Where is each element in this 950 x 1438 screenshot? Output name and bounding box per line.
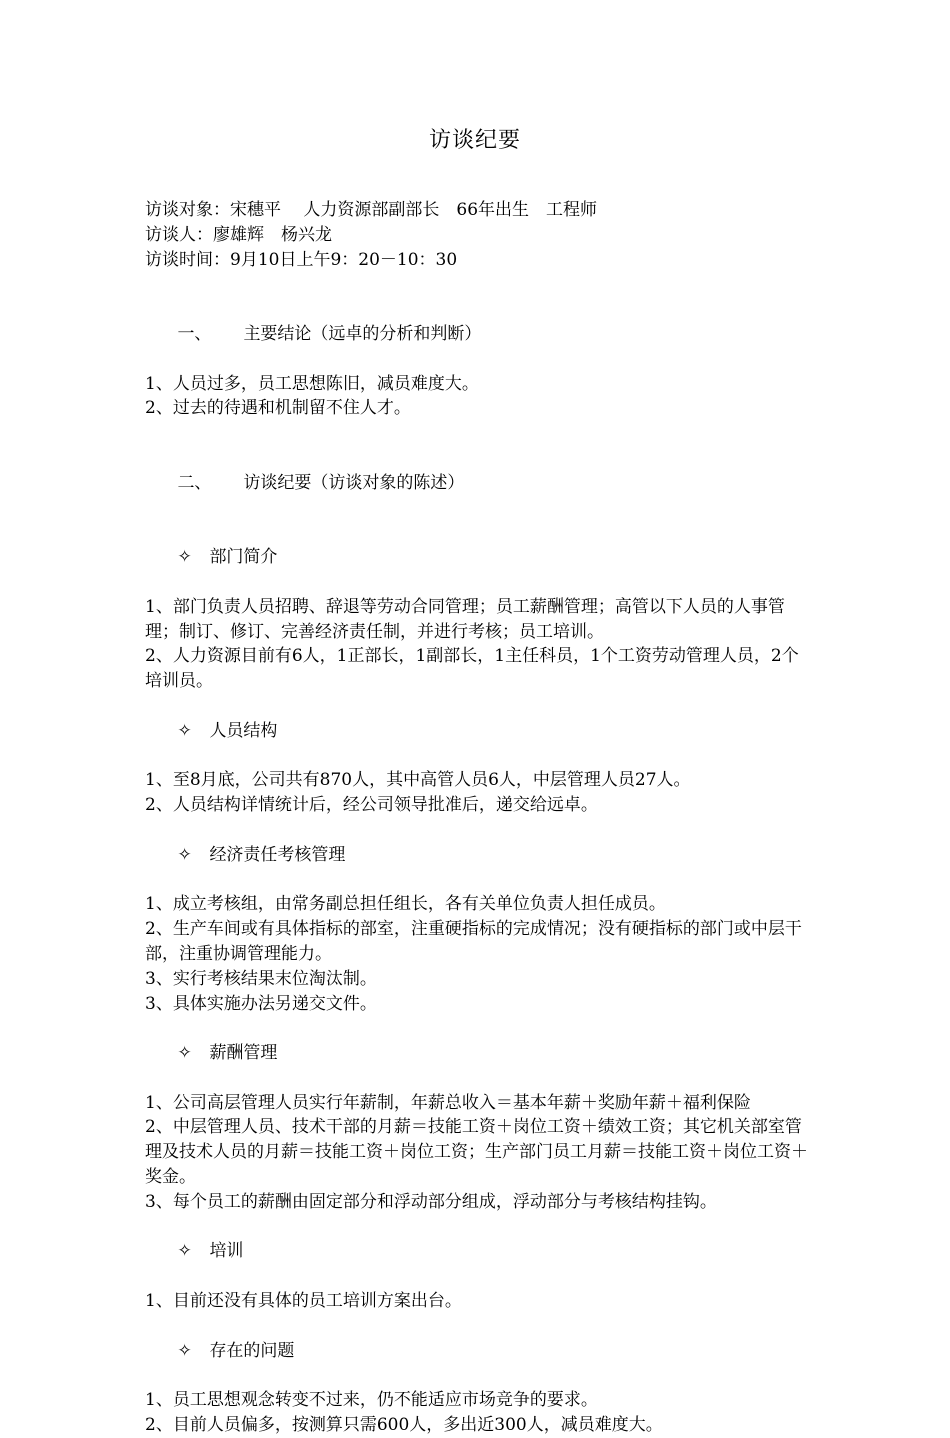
subsection-heading xyxy=(145,818,809,892)
list-item: 1、人员过多，员工思想陈旧，减员难度大。 xyxy=(145,373,479,394)
subsection-title: 培训 xyxy=(209,1241,244,1262)
subsection-heading xyxy=(145,520,809,594)
list-item: 1、公司高层管理人员实行年薪制，年薪总收入＝基本年薪＋奖励年薪＋福利保险 xyxy=(145,1092,751,1113)
list-item: 2、过去的待遇和机制留不住人才。 xyxy=(145,398,411,419)
spacer xyxy=(145,272,809,297)
subsection-heading xyxy=(145,1016,809,1090)
diamond-bullet-icon: ✧ xyxy=(177,1043,192,1064)
diamond-bullet-icon: ✧ xyxy=(177,1340,192,1361)
subsection-heading xyxy=(145,1215,809,1289)
section-number: 二、 xyxy=(177,472,212,493)
diamond-bullet-icon: ✧ xyxy=(177,844,192,865)
subsection-title: 薪酬管理 xyxy=(209,1043,278,1064)
meta-interviewer: 访谈人：廖雄辉 杨兴龙 xyxy=(145,224,332,245)
list-item: 2、目前人员偏多，按测算只需600人，多出近300人，减员难度大。 xyxy=(145,1415,663,1436)
list-item: 3、具体实施办法另递交文件。 xyxy=(145,993,377,1014)
section-title: 主要结论（远卓的分析和判断） xyxy=(243,323,482,344)
subsection-title: 部门简介 xyxy=(209,547,278,568)
list-item: 1、成立考核组，由常务副总担任组长，各有关单位负责人担任成员。 xyxy=(145,894,666,915)
subsection-title: 存在的问题 xyxy=(209,1340,295,1361)
subsection-title: 人员结构 xyxy=(209,720,278,741)
subsection-heading xyxy=(145,694,809,768)
list-item: 1、至8月底，公司共有870人，其中高管人员6人，中层管理人员27人。 xyxy=(145,770,691,791)
spacer xyxy=(145,421,809,446)
list-item: 2、生产车间或有具体指标的部室，注重硬指标的完成情况；没有硬指标的部门或中层干部，注重协调管理能力。 xyxy=(145,919,802,964)
list-item: 3、每个员工的薪酬由固定部分和浮动部分组成，浮动部分与考核结构挂钩。 xyxy=(145,1191,717,1212)
diamond-bullet-icon: ✧ xyxy=(177,720,192,741)
diamond-bullet-icon: ✧ xyxy=(177,1241,192,1262)
section-number: 一、 xyxy=(177,323,212,344)
subsection-title: 经济责任考核管理 xyxy=(209,844,346,865)
list-item: 1、目前还没有具体的员工培训方案出台。 xyxy=(145,1291,462,1312)
subsection-heading xyxy=(145,1314,809,1388)
section-title: 访谈纪要（访谈对象的陈述） xyxy=(243,472,465,493)
list-item: 2、人力资源目前有6人，1正部长，1副部长，1主任科员，1个工资劳动管理人员，2个培训员。 xyxy=(145,646,799,692)
section-heading xyxy=(145,446,809,520)
list-item: 2、人员结构详情统计后，经公司领导批准后，递交给远卓。 xyxy=(145,795,598,816)
list-item: 1、部门负责人员招聘、辞退等劳动合同管理；员工薪酬管理；高管以下人员的人事管理；制订、修订、完善经济责任制，并进行考核；员工培训。 xyxy=(145,596,785,642)
meta-time: 访谈时间：9月10日上午9：20－10：30 xyxy=(145,249,458,270)
document-title: 访谈纪要 xyxy=(428,128,521,153)
meta-subject: 访谈对象：宋穗平 人力资源部副部长 66年出生 工程师 xyxy=(145,200,598,220)
list-item: 2、中层管理人员、技术干部的月薪＝技能工资＋岗位工资＋绩效工资；其它机关部室管理及技术人员的月薪＝技能工资＋岗位工资；生产部门员工月薪＝技能工资＋岗位工资＋奖金。 xyxy=(145,1117,808,1188)
document-body xyxy=(145,198,809,1438)
list-item: 1、员工思想观念转变不过来，仍不能适应市场竞争的要求。 xyxy=(145,1390,598,1411)
diamond-bullet-icon: ✧ xyxy=(177,547,192,568)
section-heading xyxy=(145,297,809,371)
list-item: 3、实行考核结果末位淘汰制。 xyxy=(145,968,377,989)
